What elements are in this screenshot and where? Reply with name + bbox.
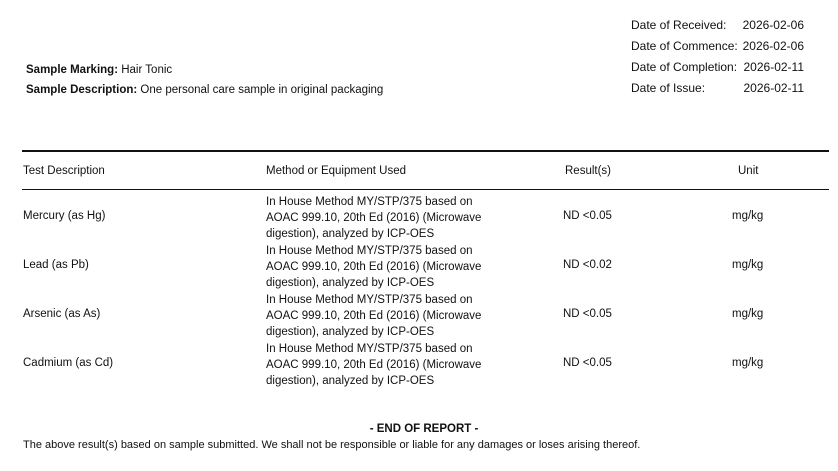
method-text: [266, 292, 481, 340]
sample-description: [26, 84, 383, 96]
method-line: AOAC 999.10, 20th Ed (2016) (Microwave: [266, 359, 482, 371]
unit-value: mg/kg: [732, 308, 764, 320]
method-line: In House Method MY/STP/375 based on: [266, 343, 473, 355]
table-header-rule: [22, 189, 829, 190]
method-line: AOAC 999.10, 20th Ed (2016) (Microwave: [266, 310, 482, 322]
result-value: ND <0.02: [563, 259, 612, 271]
method-text: [266, 341, 481, 389]
method-line: In House Method MY/STP/375 based on: [266, 196, 473, 208]
method-line: digestion), analyzed by ICP-OES: [266, 375, 435, 387]
date-issue-row: [631, 80, 821, 101]
date-commence-label: Date of Commence:: [631, 39, 738, 53]
unit-value: mg/kg: [732, 357, 764, 369]
report-dates: [631, 17, 821, 101]
test-description: Mercury (as Hg): [23, 210, 106, 222]
table-top-rule: [22, 150, 829, 152]
date-received-label: Date of Received:: [631, 18, 727, 32]
date-completion-value: 2026-02-11: [743, 60, 804, 74]
table-row: [0, 241, 838, 290]
date-received-row: [631, 17, 821, 38]
result-value: ND <0.05: [563, 308, 612, 320]
disclaimer-text: The above result(s) based on sample submitted. We shall not be responsible or liable for any damages or loses arising thereof.: [23, 439, 641, 451]
sample-description-label: Sample Description:: [26, 84, 138, 96]
method-line: digestion), analyzed by ICP-OES: [266, 326, 435, 338]
sample-description-value: One personal care sample in original packaging: [140, 84, 384, 96]
date-received-value: 2026-02-06: [742, 18, 804, 32]
test-description: Lead (as Pb): [23, 259, 89, 271]
date-commence-value: 2026-02-06: [742, 39, 804, 53]
date-issue-label: Date of Issue:: [631, 81, 706, 95]
result-value: ND <0.05: [563, 210, 612, 222]
unit-value: mg/kg: [732, 210, 764, 222]
sample-marking-value: Hair Tonic: [121, 64, 173, 76]
sample-marking-label: Sample Marking:: [26, 64, 119, 76]
sample-marking: [26, 64, 172, 76]
method-line: digestion), analyzed by ICP-OES: [266, 277, 435, 289]
test-description: Cadmium (as Cd): [23, 357, 114, 369]
header-result: Result(s): [565, 165, 612, 177]
header-unit: Unit: [738, 165, 759, 177]
method-line: digestion), analyzed by ICP-OES: [266, 228, 435, 240]
date-completion-row: [631, 59, 821, 80]
result-value: ND <0.05: [563, 357, 612, 369]
date-commence-row: [631, 38, 821, 59]
table-row: [0, 339, 838, 388]
method-line: In House Method MY/STP/375 based on: [266, 294, 473, 306]
table-row: [0, 192, 838, 241]
test-description: Arsenic (as As): [23, 308, 101, 320]
date-issue-value: 2026-02-11: [743, 81, 804, 95]
method-line: AOAC 999.10, 20th Ed (2016) (Microwave: [266, 212, 482, 224]
table-row: [0, 290, 838, 339]
method-text: [266, 243, 481, 291]
header-method: Method or Equipment Used: [266, 165, 406, 177]
end-of-report: - END OF REPORT -: [369, 423, 479, 435]
header-test-description: Test Description: [23, 165, 105, 177]
unit-value: mg/kg: [732, 259, 764, 271]
method-text: [266, 194, 481, 242]
method-line: AOAC 999.10, 20th Ed (2016) (Microwave: [266, 261, 482, 273]
method-line: In House Method MY/STP/375 based on: [266, 245, 473, 257]
date-completion-label: Date of Completion:: [631, 60, 738, 74]
